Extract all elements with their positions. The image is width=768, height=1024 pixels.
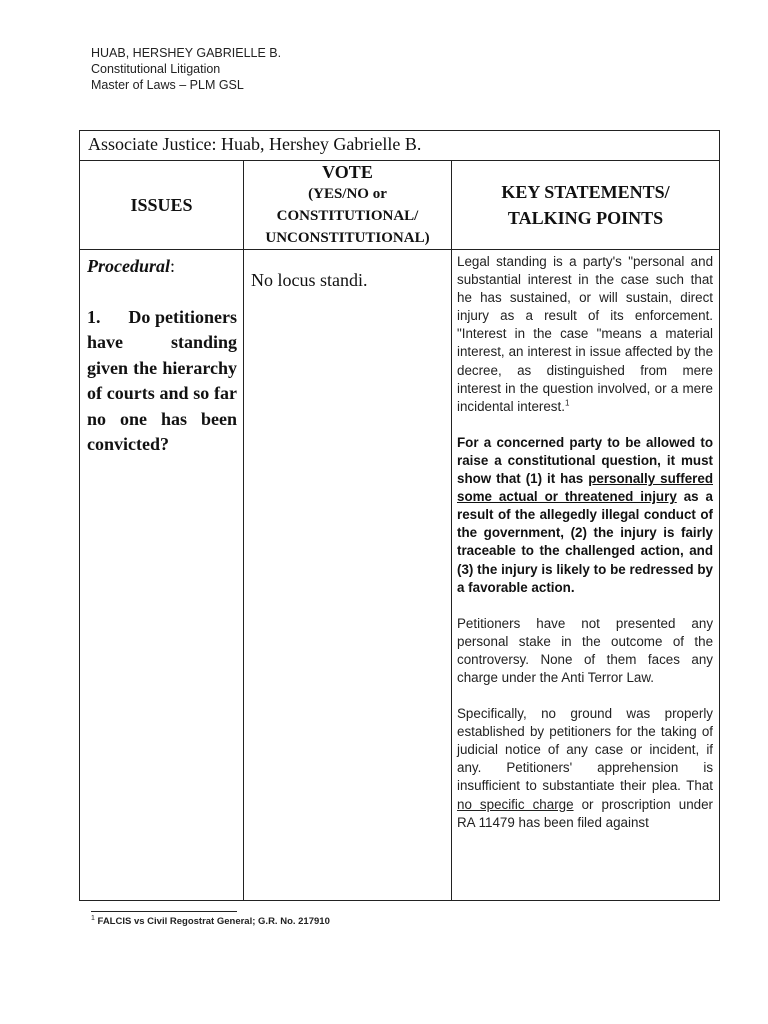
paragraph-personal-stake: Petitioners have not presented any personal stake in the outcome of the controversy. None of them faces any charge under the Anti Terror Law.: [457, 615, 714, 685]
issue-question: 1. Do petitioners have standing given the hierarchy of courts and so far no one has been convicted?: [87, 306, 237, 454]
paragraph-legal-standing-text: Legal standing is a party's "personal and substantial interest in the case such that he has sustained, or will sustain, direct injury as a result of its enforcement. "Interest in the case "means a material interest, an interest in issue affected by the decree, as distinguished from mere interest in the question involved, or a mere incidental interest.: [457, 254, 714, 414]
issue-heading: [87, 254, 237, 280]
course-name: Constitutional Litigation: [91, 62, 221, 76]
key-statements-column-header: [452, 161, 720, 250]
paragraph-judicial-notice-part-1: Specifically, no ground was properly established by petitioners for the taking of judicial notice of any case or incident, if any. Petitioners' apprehension is insufficient to substantiate their plea. That: [457, 706, 714, 794]
footnote-text: FALCIS vs Civil Regostrat General; G.R. No. 217910: [97, 916, 330, 927]
issue-heading-text: Procedural: [87, 256, 170, 276]
vote-column-header: [244, 161, 452, 250]
vote-header-line-4: UNCONSTITUTIONAL): [265, 230, 430, 246]
paragraph-judicial-notice-underlined: no specific charge: [457, 796, 574, 812]
key-statements-cell: [452, 250, 720, 901]
justice-vote-table: [79, 130, 720, 901]
paragraph-constitutional-question: [457, 434, 713, 597]
key-header-line-2: TALKING POINTS: [507, 208, 664, 228]
paragraph-judicial-notice: [457, 705, 713, 832]
paragraph-judicial-notice-part-2: or proscription under RA 11479 has been filed against: [457, 796, 714, 830]
footnote-mark: 1: [91, 914, 95, 922]
issue-cell: [80, 250, 244, 901]
paragraph-constitutional-question-part-2: as a result of the allegedly illegal conduct of the government, (2) the injury is fairly traceable to the challenged action, and (3) the injury is likely to be redressed by a favorable action.: [457, 489, 714, 595]
document-header: [91, 45, 281, 93]
vote-header-line-2: (YES/NO or: [308, 186, 387, 202]
author-name: HUAB, HERSHEY GABRIELLE B.: [91, 46, 282, 60]
footnote: [91, 916, 330, 927]
vote-cell: [244, 250, 452, 901]
key-header-line-1: KEY STATEMENTS/: [501, 182, 670, 202]
vote-header-line-3: CONSTITUTIONAL/: [276, 208, 419, 224]
paragraph-constitutional-question-underlined: personally suffered some actual or threatened injury: [457, 471, 713, 505]
footnote-divider: [91, 911, 237, 912]
issues-column-header: ISSUES: [80, 161, 244, 250]
table-title: Associate Justice: Huab, Hershey Gabrielle B.: [80, 131, 720, 161]
issue-heading-colon: :: [170, 256, 176, 276]
paragraph-constitutional-question-part-1: For a concerned party to be allowed to raise a constitutional question, it must show that (1) it has: [457, 434, 714, 487]
vote-header-line-1: VOTE: [322, 162, 373, 182]
paragraph-legal-standing: [457, 253, 713, 416]
footnote-reference: 1: [564, 398, 570, 408]
program-name: Master of Laws – PLM GSL: [91, 78, 244, 92]
vote-text: No locus standi.: [251, 270, 368, 290]
